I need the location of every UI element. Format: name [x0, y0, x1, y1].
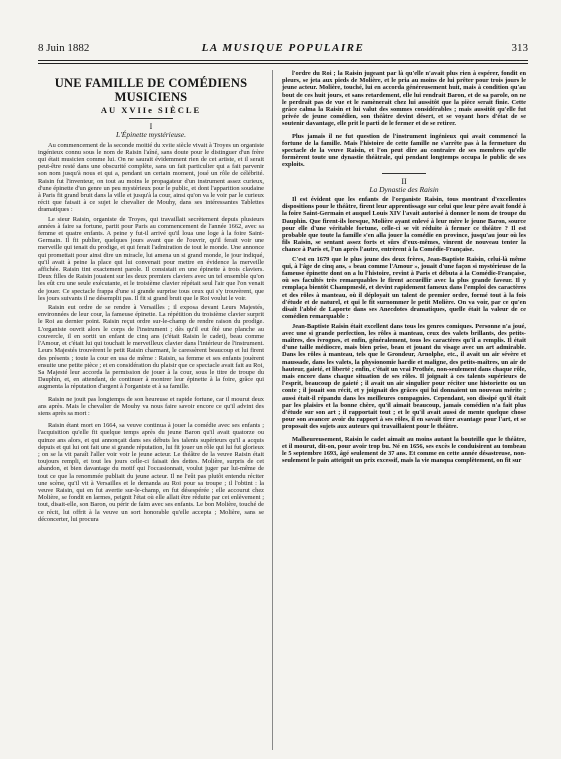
page-header	[38, 42, 528, 58]
separator	[382, 173, 426, 174]
paragraph: Il est évident que les enfants de l'organiste Raisin, tous montrant d'excellentes dispositions pour le théâtre, firent leur apprentissage sur celui que leur père avait fondé à la foire Saint-Germain et auquel Louis XIV l'avait autorisé à donner le nom de troupe du Dauphin. Que firent-ils lorsque, Molière ayant enlevé à leur mère le jeune Baron, source pour elle d'une véritable fortune, celle-ci se vit réduite à fermer ce théâtre ? Il est probable que toute la famille s'en alla jouer la comédie en province, jusqu'au jour où les fils Raisin, se sentant assez forts et sûrs d'eux-mêmes, vinrent de nouveau tenter la chance à Paris et, l'un après l'autre, entrèrent à la Comédie-Française.	[282, 196, 526, 254]
quote-paragraph: Jean-Baptiste Raisin était excellent dans tous les genres comiques. Personne n'a joué, avec une si grande perfection, les rôles à manteau, ceux des valets brillants, des petits-maîtres, des ivrognes, et enfin, généralement, tous les caractères qu'il a remplis. Il était d'une taille médiocre, mais bien prise, beau et jouant du visage avec un art admirable. Dans les rôles à manteau, tels que le Grondeur, Arnolphe, etc., il avait un air sévère et maussade, dans les valets, la physionomie hardie et maligne, des petits-maîtres, un air de hauteur, gaieté, et liberté ; enfin, c'était un vrai Prothée, non-seulement dans chaque rôle, mais encore dans chaque situation de ses rôles. Il joignait à ces talents supérieurs de l'esprit, beaucoup de gaieté ; il avait un air singulier pour réciter une historiette ou un conte ; il jouait son récit, et y joignait des grâces qui lui donnaient un nouveau mérite ; aussi était-il répandu dans les meilleures compagnies. Cependant, son dissipé qu'il était par les plaisirs et la bonne chère, qu'il aimait beaucoup, jamais comédien n'a fait plus d'étude sur son art ; il rapportait tout ; et le qu'il avait aussi de mente quelque chose pour son avancer avoir du rapport à ses rôles, il en savait tirer avantage pour l'art, et se proposait des sujets aux auteurs qui travaillaient pour le théâtre.	[282, 322, 526, 431]
section-title: L'Épinette mystérieuse.	[116, 130, 186, 140]
left-column	[38, 70, 264, 525]
article-subtitle: AU XVIIe SIÈCLE	[100, 105, 202, 115]
column-divider	[272, 70, 273, 750]
quote-paragraph: Raisin eut ordre de se rendre à Versailles ; il exposa devant Leurs Majestés, environnées de leur cour, la fameuse épinette. La répétition du troisième clavier surprit le Roi au dernier point. Raisin reçut ordre sur-le-champ de rendre raison du prodige. L'organiste ouvrit alors le corps de l'instrument ; dès qu'il eut ôté une planche au couvercle, il en sortit un enfant de cinq ans (c'était Raisin le cadet), beau comme l'Amour, et c'était lui qui touchait le merveilleux clavier dans l'intérieur de l'instrument. Leurs Majestés trouvèrent le petit Raisin charmant, le caressèrent beaucoup et lui firent des présents ; toute la cour en usa de même : Raisin, sa femme et ses enfants jouèrent ensuite une petite pièce ; et en considération du plaisir que ce spectacle avait fait au Roi, Sa Majesté leur accorda la permission de jouer à la cour, sous le titre de troupe du Dauphin, et, en attendant, de continuer à montrer leur épinette à la foire, grâce qui augmenta la réputation d'argent à l'organiste et à sa famille.	[38, 304, 264, 391]
paragraph: C'est en 1679 que le plus jeune des deux frères, Jean-Baptiste Raisin, celui-là même qui, à l'âge de cinq ans, « beau comme l'Amour », jouait d'une façon si mystérieuse de la fameuse épinette dont on a lu l'histoire, revint à Paris et débuta à la Comédie-Française, où ses facultés très remarquables le firent accueillir avec la plus grande faveur. Il y remplaça bientôt Champmeslé, et devint rapidement fameux dans l'emploi des caractères et des rôles à manteau, où il déployait un talent de premier ordre, formé tout à la fois d'étude et de naturel, et qui le fit surnommer le petit Molière. On va voir, par ce qu'en disait l'abbé de Laporte dans ses Anecdotes dramatiques, quelle était la valeur de ce comédien remarquable :	[282, 255, 526, 321]
paragraph: Malheureusement, Raisin le cadet aimait au moins autant la bouteille que le théâtre, et il mourut, dit-on, pour avoir trop bu. Né en 1656, ses excès le conduisirent au tombeau le 5 septembre 1693, âgé seulement de 37 ans. Et comme en cette année désastreuse, non-seulement le pain atteignit un prix excessif, mais la vie manqua complètement, on fit sur	[282, 435, 526, 465]
paragraph: Plus jamais il ne fut question de l'instrument ingénieux qui avait commencé la fortune de la famille. Mais l'histoire de cette famille ne s'arrête pas à la fermeture du spectacle de la veuve Raisin, et l'on peut dire au contraire de ses membres qu'elle formèrent toute une dynastie théâtrale, qui pendant longtemps occupa le public de ses exploits.	[282, 132, 526, 169]
header-rule	[38, 60, 528, 61]
paragraph: Raisin ne jouit pas longtemps de son heureuse et rapide fortune, car il mourut deux ans après. Mais le chevalier de Mouhy va nous faire savoir encore ce qu'il advint des siens après sa mort :	[38, 395, 264, 417]
section-numeral: II	[401, 176, 407, 186]
journal-title: LA MUSIQUE POPULAIRE	[201, 42, 365, 54]
issue-date: 8 Juin 1882	[38, 42, 90, 54]
quote-paragraph: Le sieur Raisin, organiste de Troyes, qui travaillait secrètement depuis plusieurs années à faire sa fortune, partit pour Paris au commencement de l'année 1662, avec sa femme et quatre enfants. A peine y fut-il arrivé qu'il loua une loge à la foire Saint-Germain. Il fit publier, quelques jours avant que de l'ouvrir, qu'il ferait voir une merveille qui tenait du prodige, et qui ferait l'admiration de tout le monde. Une annonce qui promettait pour ainsi dire un miracle, lui amena un si grand monde, le jour indiqué, qu'il avait à peine la place qui lui convenait pour mettre en évidence la merveille affichée. Raisin tint exactement parole. Il consistait en une épinette à trois claviers. Deux filles de Raisin jouaient sur les deux premiers claviers avec un tel ensemble qu'on les eût cru une seule exécutante, et le troisième clavier répétait seul l'air que l'on venait de jouer. Ce spectacle frappa d'une si grande surprise tous ceux qui s'y trouvèrent, que les jours suivants il ne désemplit pas. Il fit si grand bruit que le Roi voulut le voir.	[38, 215, 264, 302]
quote-paragraph: l'ordre du Roi ; la Raisin jugeant par là qu'elle n'avait plus rien à espérer, fondit en pleurs, se jeta aux pieds de Molière, et le pria au moins de lui prêter pour trois jours le jeune acteur. Molière, touché, lui en accorda généreusement huit, mais à condition qu'au bout de ces huit jours, et sans retardement, elle lui rendrait Baron, et de sa parole, on ne le perdrait pas de vue et le ramènerait chez lui aussitôt que la pièce serait finie. Cette grâce calma la Raisin et lui valut des sommes considérables ; mais aussitôt qu'elle fut privée de jeune comédien, son théâtre devint désert, et se voyant hors d'état de se soutenir davantage, elle prit le parti de le fermer et de se retirer.	[282, 70, 526, 128]
separator	[129, 118, 173, 119]
section-numeral: I	[149, 122, 153, 132]
paragraph: Au commencement de la seconde moitié du xviie siècle vivait à Troyes un organiste ingénieux connu sous le nom de Raisin l'aîné, sans doute pour le distinguer d'un frère qui était musicien comme lui. On ne saurait évidemment rien de cet artiste, et il serait peut-être resté dans une obscurité complète, sans un fait particulier qui a fait parvenir son nom jusqu'à nous et qui a, pendant un certain moment, joué un rôle de célébrité. Raisin fut l'inventeur, on tout au moins le propagateur d'un instrument assez curieux, d'une épinette d'un genre un peu mystérieux pour le public, et dont l'apparition soudaine à Paris fit grand bruit dans la ville et jusqu'à la cour, ainsi qu'on va le voir par le curieux récit que faisait à ce sujet le chevalier de Mouhy, dans ses intéressantes Tablettes dramatiques :	[38, 141, 264, 214]
article-title: UNE FAMILLE DE COMÉDIENS MUSICIENS	[54, 76, 248, 104]
right-column	[282, 70, 526, 466]
header-rule-double	[38, 63, 528, 64]
page-number: 313	[511, 42, 528, 54]
section-title: La Dynastie des Raisin	[369, 184, 439, 194]
quote-paragraph: Raisin étant mort en 1664, sa veuve continua à jouer la comédie avec ses enfants ; l'acquisition qu'elle fit quelque temps après du jeune Baron qu'il avait quatorze ou quinze ans alors, et qui annonçait dans ses débuts les talents supérieurs qu'il a acquis depuis et qui lui ont fait une si grande réputation, lui fit jouer un rôle qui lui fut glorieux ; on se la vit paraît l'aller voir voir le jeune acteur. Le théâtre de la veuve Raisin était toujours rempli, et tout les jours celle-ci faisait des dettes. Molière, surpris de cet abandon, et bien davantage du motif qui l'occasionnait, voulut juger par lui-même de tout ce que la renommée publiait du jeune acteur. Il ne l'eût pas plutôt entendu réciter une scène, qu'il vit à Versailles et le demanda au Roi pour sa troupe ; il l'obtint : la veuve Raisin, qui en fut avertie sur-le-champ, en fut désespérée ; elle accourut chez Molière, se fondit en larmes, peignit l'état où elle allait être réduite par cet enlèvement ; tout, disait-elle, son Baron, ou périr de faim avec ses enfants. Le bon Molière, touché de ce récit, lui offrit à la veuve un sort honorable qu'elle accepta ; Molière, sans se déconcerter, lui procura	[38, 422, 264, 523]
